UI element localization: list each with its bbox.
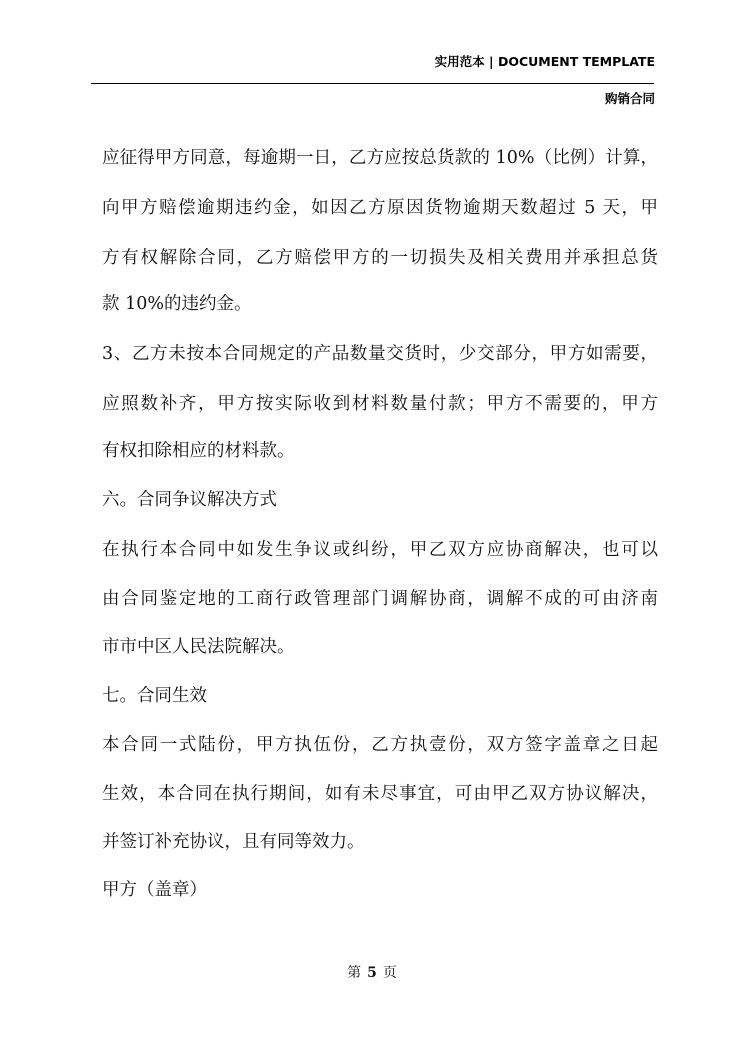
body-line: 并签订补充协议，且有同等效力。 xyxy=(102,832,365,852)
body-line: 应照数补齐，甲方按实际收到材料数量付款；甲方不需要的，甲方 xyxy=(102,394,658,414)
body-line: 应征得甲方同意，每逾期一日，乙方应按总货款的 10%（比例）计算， xyxy=(102,148,658,168)
body-line: 款 10%的违约金。 xyxy=(102,294,252,314)
header-title: 实用范本 | DOCUMENT TEMPLATE xyxy=(434,54,655,69)
body-line: 方有权解除合同，乙方赔偿甲方的一切损失及相关费用并承担总货 xyxy=(102,248,658,268)
footer-suffix: 页 xyxy=(382,965,397,981)
body-line: 在执行本合同中如发生争议或纠纷，甲乙双方应协商解决，也可以 xyxy=(102,540,658,560)
section-heading: 六。合同争议解决方式 xyxy=(102,490,277,510)
body-line: 生效，本合同在执行期间，如有未尽事宜，可由甲乙双方协议解决， xyxy=(102,784,658,804)
section-heading: 七。合同生效 xyxy=(102,686,207,706)
body-line: 有权扣除相应的材料款。 xyxy=(102,441,295,461)
body-line: 向甲方赔偿逾期违约金，如因乙方原因货物逾期天数超过 5 天，甲 xyxy=(102,198,658,218)
header-divider xyxy=(91,83,654,84)
footer-prefix: 第 xyxy=(347,965,362,981)
header-subtitle: 购销合同 xyxy=(604,91,655,106)
body-line: 本合同一式陆份，甲方执伍份，乙方执壹份，双方签字盖章之日起 xyxy=(102,735,658,755)
body-line: 由合同鉴定地的工商行政管理部门调解协商，调解不成的可由济南 xyxy=(102,589,658,609)
page-number: 5 xyxy=(367,965,377,981)
body-line: 市市中区人民法院解决。 xyxy=(102,637,295,657)
signature-label: 甲方（盖章） xyxy=(102,880,207,900)
page-footer xyxy=(0,962,744,982)
body-line: 3、乙方未按本合同规定的产品数量交货时，少交部分，甲方如需要， xyxy=(102,344,658,364)
